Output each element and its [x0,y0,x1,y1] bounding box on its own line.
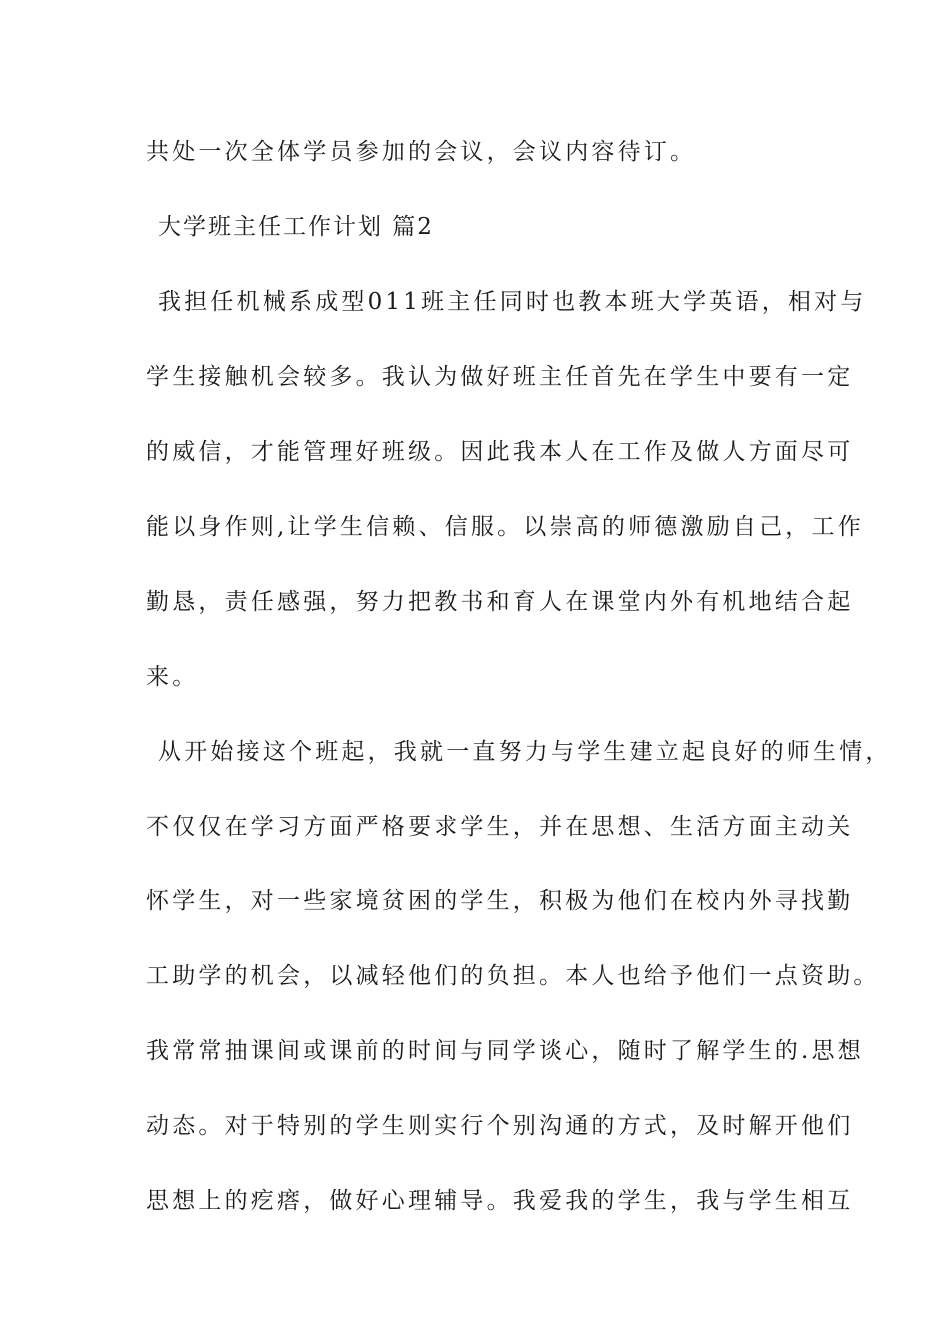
paragraph-line: 不仅仅在学习方面严格要求学生，并在思想、生活方面主动关 [146,814,854,840]
paragraph-line: 从开始接这个班起，我就一直努力与学生建立起良好的师生情， [158,739,892,765]
paragraph-line: 来。 [146,664,199,690]
paragraph-line: 共处一次全体学员参加的会议，会议内容待订。 [146,139,697,165]
paragraph-line: 怀学生，对一些家境贫困的学生，积极为他们在校内外寻找勤 [146,888,854,914]
paragraph-line: 的威信，才能管理好班级。因此我本人在工作及做人方面尽可 [146,439,854,465]
paragraph-line: 勤恳，责任感强，努力把教书和育人在课堂内外有机地结合起 [146,589,854,615]
paragraph-line: 学生接触机会较多。我认为做好班主任首先在学生中要有一定 [146,364,854,390]
paragraph-line: 动态。对于特别的学生则实行个别沟通的方式，及时解开他们 [146,1113,854,1139]
paragraph-line: 工助学的机会，以减轻他们的负担。本人也给予他们一点资助。 [146,963,880,989]
section-heading: 大学班主任工作计划 篇2 [158,214,434,240]
paragraph-line: 思想上的疙瘩，做好心理辅导。我爱我的学生，我与学生相互 [146,1188,854,1214]
paragraph-line: 能以身作则,让学生信赖、信服。以崇高的师德激励自己，工作 [146,514,864,540]
paragraph-line: 我担任机械系成型011班主任同时也教本班大学英语，相对与 [158,289,867,315]
paragraph-line: 我常常抽课间或课前的时间与同学谈心，随时了解学生的.思想 [146,1038,864,1064]
